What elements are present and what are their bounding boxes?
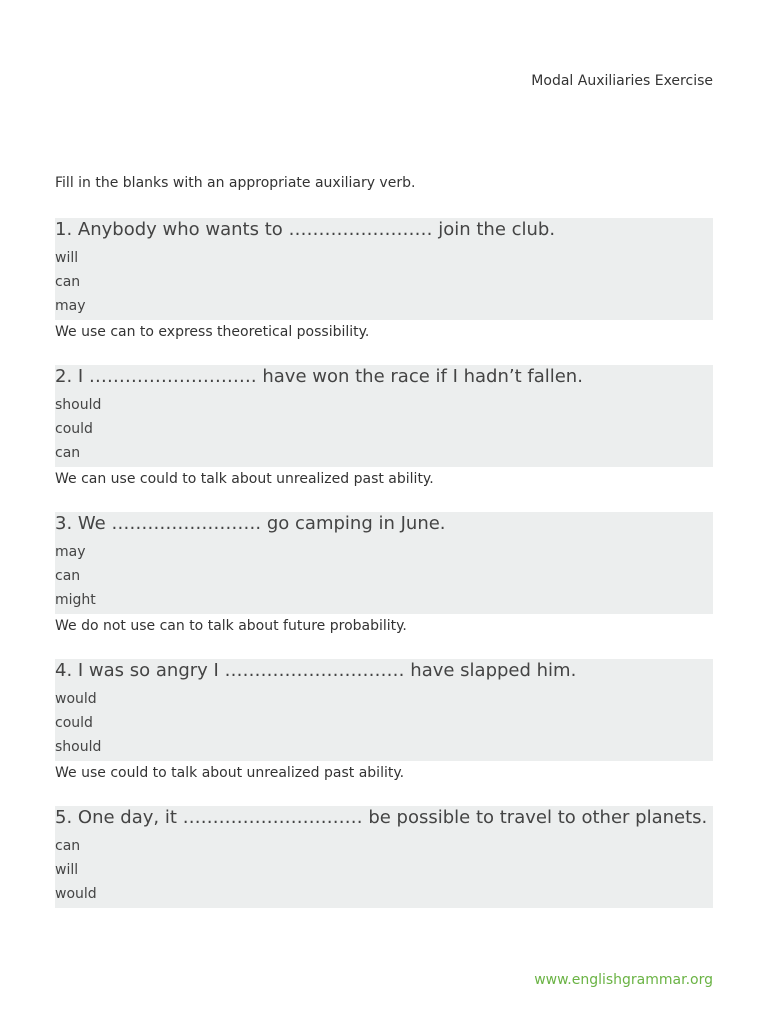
question-item bbox=[55, 659, 713, 782]
question-text: 1. Anybody who wants to …………………… join the club. bbox=[55, 219, 556, 240]
question-text: 4. I was so angry I ………………………… have slapped him. bbox=[55, 660, 577, 681]
question-item bbox=[55, 806, 713, 908]
answer-explanation: We can use could to talk about unrealized past ability. bbox=[55, 471, 434, 487]
question-text: 3. We ……………………. go camping in June. bbox=[55, 513, 446, 534]
answer-option[interactable]: should bbox=[55, 739, 102, 755]
answer-options bbox=[55, 691, 713, 759]
question-item bbox=[55, 365, 713, 488]
page-header: Modal Auxiliaries Exercise bbox=[531, 73, 713, 89]
answer-option[interactable]: would bbox=[55, 691, 97, 707]
website-link[interactable]: www.englishgrammar.org bbox=[534, 972, 713, 988]
answer-option[interactable]: will bbox=[55, 250, 79, 266]
answer-options bbox=[55, 397, 713, 465]
answer-options bbox=[55, 838, 713, 906]
answer-option[interactable]: can bbox=[55, 838, 81, 854]
answer-option[interactable]: could bbox=[55, 421, 93, 437]
question-text: 2. I ………………………. have won the race if I hadn’t fallen. bbox=[55, 366, 583, 387]
answer-option[interactable]: could bbox=[55, 715, 93, 731]
answer-options bbox=[55, 250, 713, 318]
answer-option[interactable]: will bbox=[55, 862, 79, 878]
answer-option[interactable]: can bbox=[55, 445, 81, 461]
question-list bbox=[55, 218, 713, 932]
answer-option[interactable]: can bbox=[55, 568, 81, 584]
question-box bbox=[55, 512, 713, 614]
question-text: 5. One day, it ………………………… be possible to travel to other planets. bbox=[55, 807, 708, 828]
answer-explanation: We use can to express theoretical possibility. bbox=[55, 324, 370, 340]
answer-option[interactable]: can bbox=[55, 274, 81, 290]
answer-explanation: We use could to talk about unrealized past ability. bbox=[55, 765, 405, 781]
instructions: Fill in the blanks with an appropriate auxiliary verb. bbox=[55, 175, 416, 191]
answer-explanation: We do not use can to talk about future probability. bbox=[55, 618, 407, 634]
answer-option[interactable]: should bbox=[55, 397, 102, 413]
answer-option[interactable]: may bbox=[55, 298, 86, 314]
answer-option[interactable]: would bbox=[55, 886, 97, 902]
question-item bbox=[55, 512, 713, 635]
question-box bbox=[55, 659, 713, 761]
answer-option[interactable]: might bbox=[55, 592, 96, 608]
question-box bbox=[55, 218, 713, 320]
answer-options bbox=[55, 544, 713, 612]
question-item bbox=[55, 218, 713, 341]
question-box bbox=[55, 806, 713, 908]
question-box bbox=[55, 365, 713, 467]
answer-option[interactable]: may bbox=[55, 544, 86, 560]
